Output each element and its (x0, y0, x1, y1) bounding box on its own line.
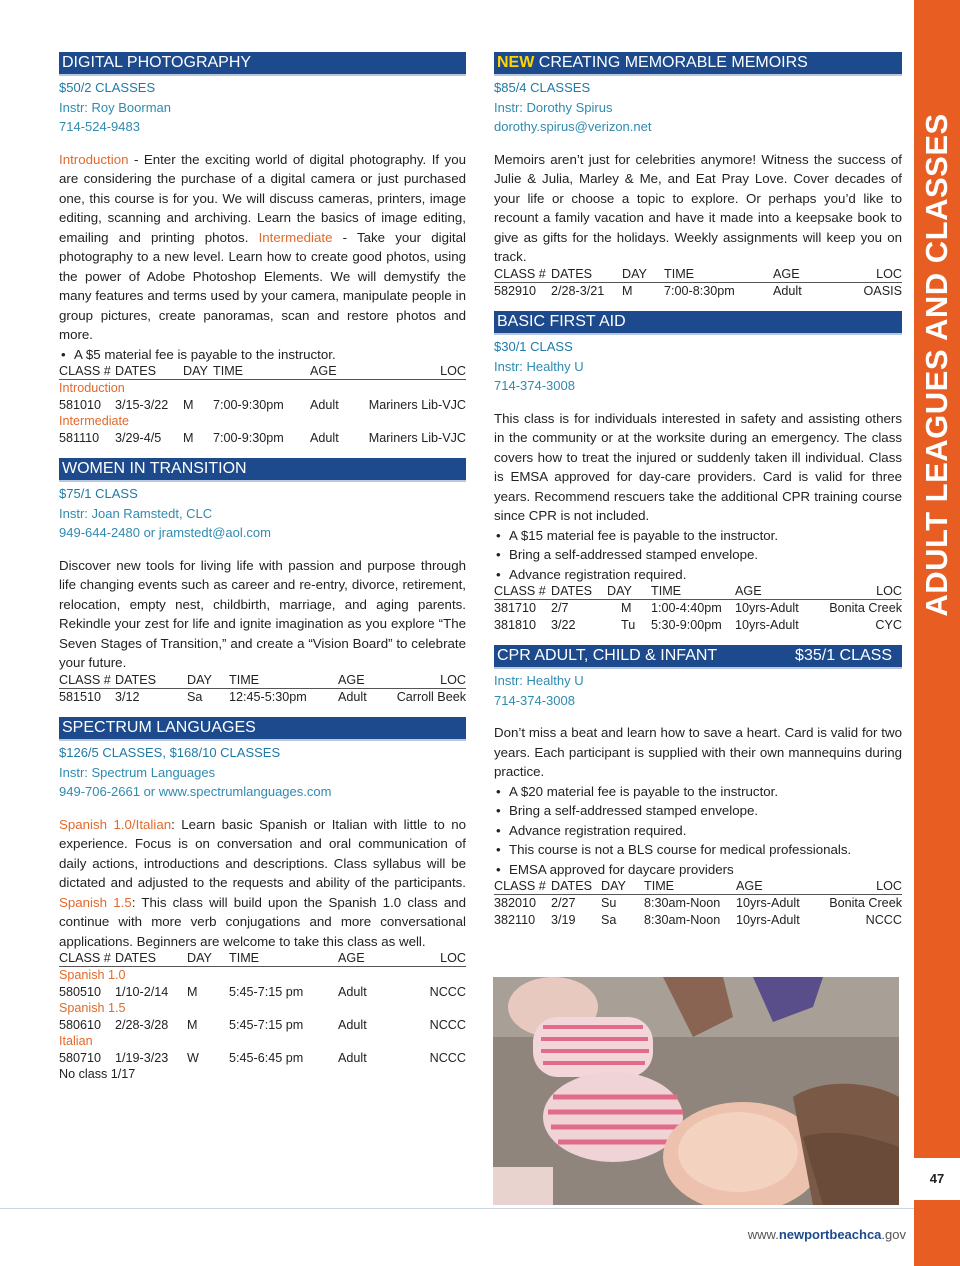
schedule-table (494, 267, 902, 300)
phone: 714-374-3008 (494, 378, 575, 393)
table-subheading: Introduction (59, 381, 125, 395)
basic-first-aid-section (494, 311, 902, 633)
left-column (59, 52, 466, 1095)
table-row: 580610 2/28-3/28 M 5:45-7:15 pm Adult NCCC (59, 1017, 466, 1032)
table-subheading: Spanish 1.0 (59, 968, 126, 982)
right-column (494, 52, 902, 940)
photo-illustration (493, 977, 899, 1205)
table-row: 581110 3/29-4/5 M 7:00-9:30pm Adult Mariners Lib-VJC (59, 430, 466, 445)
women-in-transition-section (59, 458, 466, 705)
instructor: Instr: Healthy U (494, 358, 584, 374)
spanish-1-text: : Learn basic Spanish or Italian with little to no experience. Focus is on conversation and oral communication of daily actions, introductions and descriptions. Class syllabus will be dictated and adjusted to the requests and ability of the participants. (59, 816, 466, 890)
bullet-item: • A $15 material fee is payable to the instructor. (509, 526, 902, 546)
intro-label: Introduction (59, 151, 129, 167)
price: $50/2 CLASSES (59, 80, 156, 95)
table-row: 381810 3/22 Tu 5:30-9:00pm 10yrs-Adult CYC (494, 617, 902, 632)
section-title: CPR ADULT, CHILD & INFANT (497, 647, 718, 664)
col-day: DAY (183, 364, 213, 380)
intro-text: - Enter the exciting world of digital photography. If you are considering the purchase of a digital camera or just purchased one, this course is for you. We will discuss cameras, printers, image editing, scanning and archiving. Learn the basics of image editing, emailing and printing photos. (59, 151, 466, 245)
bullet-list (59, 345, 466, 365)
description (59, 815, 466, 952)
bullet-list (494, 782, 902, 880)
url-domain: newportbeachca (778, 1227, 882, 1242)
table-header: CLASS # DATES DAY TIME AGE LOC (494, 584, 902, 598)
instructor: Instr: Spectrum Languages (59, 764, 216, 780)
table-row: 382010 2/27 Su 8:30am-Noon 10yrs-Adult Bonita Creek (494, 896, 902, 910)
table-row: 382110 3/19 Sa 8:30am-Noon 10yrs-Adult NCCC (494, 912, 902, 927)
col-loc: LOC (353, 364, 466, 380)
price: $75/1 CLASS (59, 486, 138, 501)
table-subheading: Italian (59, 1034, 93, 1048)
table-subheading: Spanish 1.5 (59, 1001, 126, 1015)
table-row: 581510 3/12 Sa 12:45-5:30pm Adult Carroll Beek (59, 689, 466, 704)
section-header: BASIC FIRST AID (494, 311, 902, 335)
schedule-table (59, 951, 466, 1083)
section-sidebar (914, 0, 960, 1266)
description (59, 150, 466, 345)
email: dorothy.spirus@verizon.net (494, 119, 652, 134)
bullet-item: • A $5 material fee is payable to the instructor. (74, 345, 466, 365)
instructor: Instr: Dorothy Spirus (494, 99, 613, 115)
new-badge: NEW (497, 54, 535, 71)
bullet-item: • Bring a self-addressed stamped envelope. (509, 545, 902, 565)
table-header: CLASS # DATES DAY TIME AGE LOC (494, 879, 902, 893)
bullet-item: • Bring a self-addressed stamped envelope. (509, 801, 902, 821)
url-tld: .gov (881, 1227, 906, 1242)
bullet-list (494, 526, 902, 585)
intermediate-label: Intermediate (258, 229, 333, 245)
table-note: No class 1/17 (59, 1067, 136, 1081)
schedule-table (494, 584, 902, 633)
table-row: 582910 2/28-3/21 M 7:00-8:30pm Adult OASIS (494, 283, 902, 298)
phone: 714-374-3008 (494, 692, 575, 708)
description: Don’t miss a beat and learn how to save a heart. Card is valid for two years. Each participant is supplied with their own mannequins during practice. (494, 725, 902, 779)
bullet-item: • Advance registration required. (509, 565, 902, 585)
section-header: DIGITAL PHOTOGRAPHY (59, 52, 466, 76)
price: $35/1 CLASS (795, 647, 892, 664)
bullet-item: • Advance registration required. (509, 821, 902, 841)
table-subheading: Intermediate (59, 414, 130, 428)
table-header: CLASS # DATES DAY TIME AGE LOC (59, 951, 466, 965)
sidebar-title: ADULT LEAGUES AND CLASSES (919, 113, 954, 617)
instructor: Instr: Joan Ramstedt, CLC (59, 505, 213, 521)
instructor: Instr: Healthy U (494, 673, 584, 688)
price: $126/5 CLASSES, $168/10 CLASSES (59, 745, 281, 760)
bullet-item: • A $20 material fee is payable to the instructor. (509, 782, 902, 802)
spanish-15-label: Spanish 1.5 (59, 894, 132, 910)
section-header: SPECTRUM LANGUAGES (59, 717, 466, 741)
col-class: CLASS # (59, 364, 115, 380)
table-row: 381710 2/7 M 1:00-4:40pm 10yrs-Adult Bonita Creek (494, 601, 902, 615)
description: Discover new tools for living life with passion and purpose through life changing events such as career and re-entry, divorce, retirement, relocation, empty nest, childbirth, marriage, and aging parents. Rekindle your zest for life and ignite imagination as you explore “The Seven Stages of Transition,” and create a “Vision Board” to celebrate your future. (59, 557, 466, 670)
bullet-item: • This course is not a BLS course for medical professionals. (509, 840, 902, 860)
footer-divider (0, 1208, 914, 1209)
col-age: AGE (310, 364, 353, 380)
table-header: CLASS # DATES DAY TIME AGE LOC (59, 672, 466, 687)
spanish-1-label: Spanish 1.0/Italian (59, 816, 172, 832)
section-header (494, 645, 902, 669)
table-header (59, 364, 466, 380)
spectrum-languages-section (59, 717, 466, 1083)
description: Memoirs aren’t just for celebrities anymore! Witness the success of Julie & Julia, Marley & Me, and Eat Pray Love. Cover decades of your life or choose a topic to explore. Or perhaps you’d like to recount a family vacation and have it made into a keepsake book to give as gifts for the holidays. Weekly assignments will keep you on track. (494, 151, 902, 264)
table-row: 581010 3/15-3/22 M 7:00-9:30pm Adult Mariners Lib-VJC (59, 397, 466, 412)
bullet-item: • EMSA approved for daycare providers (509, 860, 902, 880)
digital-photography-section (59, 52, 466, 446)
phone: 714-524-9483 (59, 119, 140, 134)
price: $30/1 CLASS (494, 339, 573, 354)
schedule-table (59, 673, 466, 706)
schedule-table (59, 364, 466, 446)
cpr-infant-mannequin-photo (493, 977, 899, 1205)
price: $85/4 CLASSES (494, 80, 591, 95)
table-header: CLASS # DATES DAY TIME AGE LOC (494, 266, 902, 281)
contact: 949-644-2480 or jramstedt@aol.com (59, 525, 271, 540)
page-number: 47 (914, 1158, 960, 1200)
spanish-15-text: : This class will build upon the Spanish 1.0 class and continue with more verb conjugations and more conversational applications. Beginners are welcome to take this class as well. (59, 894, 466, 949)
intermediate-text: - Take your digital photography to a new level. Learn how to create good photos, using the power of Adobe Photoshop Elements. We will demystify the many features and terms used by your camera, manipulate people in group pictures, create panoramas, scan and restore photos and more. (59, 229, 466, 342)
section-title: CREATING MEMORABLE MEMOIRS (534, 54, 808, 71)
url-prefix: www. (747, 1227, 779, 1242)
table-row: 580510 1/10-2/14 M 5:45-7:15 pm Adult NCCC (59, 984, 466, 999)
schedule-table (494, 879, 902, 928)
section-header (494, 52, 902, 76)
footer-website-link[interactable] (700, 1227, 906, 1242)
col-dates: DATES (115, 364, 183, 380)
table-row: 580710 1/19-3/23 W 5:45-6:45 pm Adult NCCC (59, 1050, 466, 1065)
memoirs-section (494, 52, 902, 299)
description: This class is for individuals interested in safety and assisting others in the community or at the worksite during an emergency. The class covers how to treat the injured or suddenly taken ill individual. Class is EMSA approved for day-care providers. Card is valid for three years. Recommend rescuers take the additional CPR training course since CPR is not included. (494, 410, 902, 523)
section-header: WOMEN IN TRANSITION (59, 458, 466, 482)
col-time: TIME (213, 364, 310, 380)
contact: 949-706-2661 or www.spectrumlanguages.com (59, 784, 332, 799)
cpr-section (494, 645, 902, 928)
instructor: Instr: Roy Boorman (59, 99, 171, 115)
